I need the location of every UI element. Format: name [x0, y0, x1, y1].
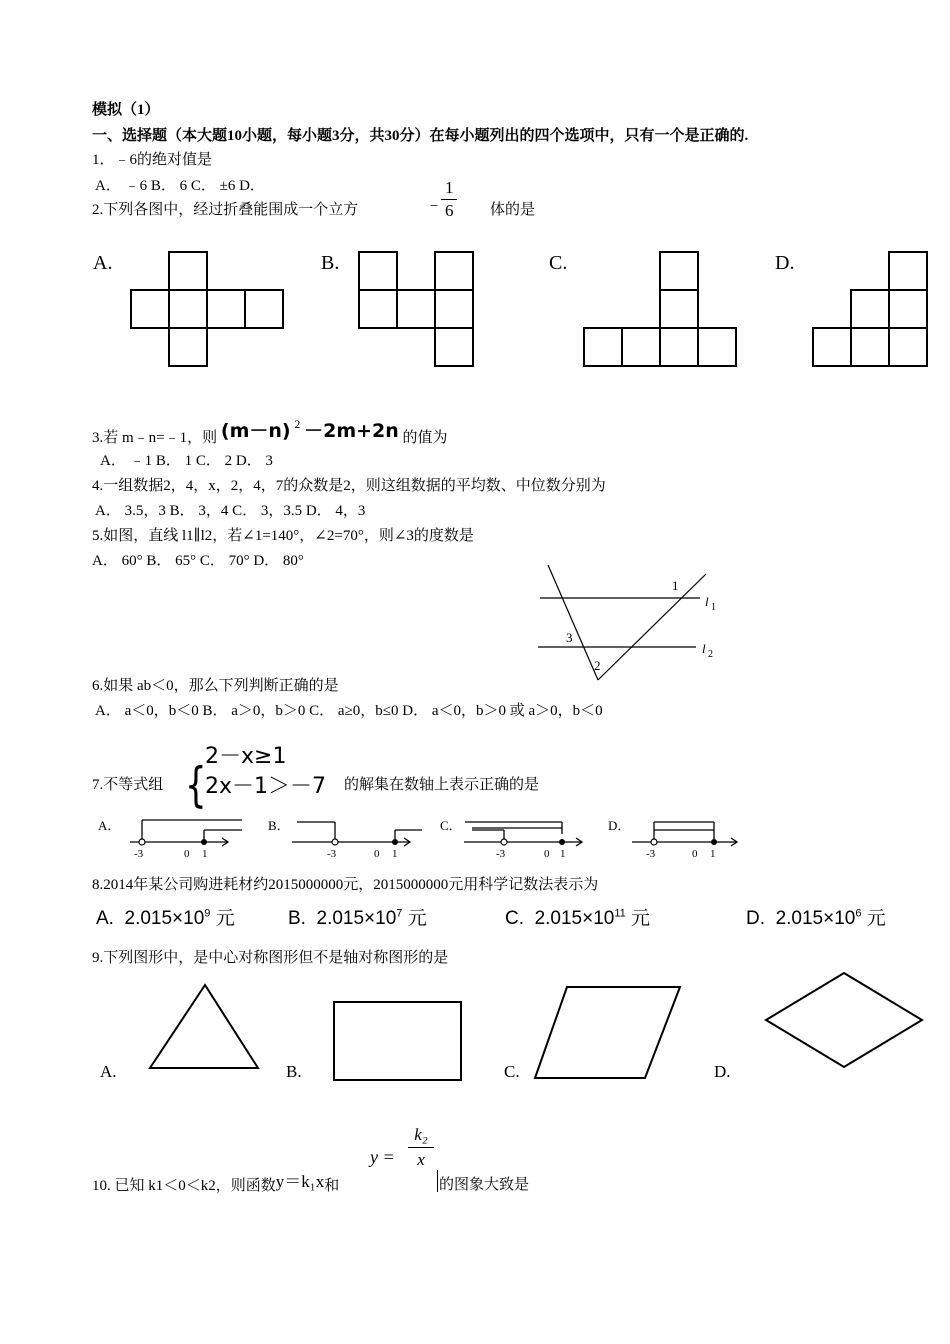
q9-triangle-shape [150, 985, 258, 1068]
section-heading: 一、选择题（本大题10小题，每小题3分，共30分）在每小题列出的四个选项中，只有一个是正确的. [92, 128, 749, 144]
q2-cube-nets-figure [85, 245, 945, 375]
q4-stem: 4.一组数据2，4，x，2，4，7的众数是2，则这组数据的平均数、中位数分别为 [92, 478, 606, 494]
q8-option-b-unit: 元 [407, 908, 427, 929]
q9-rhombus-shape [766, 973, 922, 1067]
q1-fraction [425, 178, 465, 222]
q8-option-a-mantissa: 2.015×10 [124, 908, 205, 929]
q7-axis-b [292, 822, 422, 846]
q7-tick-b-1: 1 [392, 848, 398, 860]
q7-axis-d [632, 822, 737, 846]
q3-options: A． ﹣1 B． 1 C． 2 D． 3 [100, 453, 273, 469]
q2-label-a: A. [93, 252, 113, 274]
q3-expr: (m－n) [220, 420, 291, 442]
q2-label-b: B. [321, 252, 340, 274]
q8-option-d-unit: 元 [866, 908, 886, 929]
q3-exp: 2 [294, 417, 301, 431]
q7-tick-b-0: 0 [374, 848, 380, 860]
q7-tick-a-neg3: -3 [134, 848, 144, 860]
q10-divider [437, 1170, 438, 1192]
q4-options: A． 3.5，3 B． 3，4 C． 3，3.5 D． 4，3 [95, 503, 366, 519]
q7-label-a: A． [98, 818, 121, 833]
q3-stem-pre: 3.若 m﹣n=﹣1，则 [92, 430, 218, 446]
q2-net-d [813, 252, 927, 366]
q7-ineq-2: 2x－1＞－7 [205, 774, 327, 799]
q8-option-c-mantissa: 2.015×10 [534, 908, 615, 929]
q5-parallel-lines-figure [530, 560, 730, 685]
q9-label-d: D. [714, 1062, 731, 1081]
q8-option-d-exp: 6 [855, 907, 862, 920]
q1-stem: 1．﹣6的绝对值是 [92, 152, 213, 168]
q5-label-l2: l [702, 641, 706, 656]
q8-option-b-mantissa: 2.015×10 [316, 908, 397, 929]
q7-stem-post: 的解集在数轴上表示正确的是 [344, 777, 540, 793]
q5-transversal-right [598, 574, 706, 680]
q10-stem-post: 的图象大致是 [439, 1177, 530, 1193]
q8-option-d [746, 903, 886, 930]
q2-net-c [584, 252, 736, 366]
q10-f1: y＝k₁x [275, 1172, 325, 1191]
q8-option-c-letter: C. [505, 908, 524, 929]
q7-tick-d-neg3: -3 [646, 848, 656, 860]
q5-angle-3: 3 [566, 630, 573, 645]
q8-option-a-exp: 9 [204, 907, 211, 920]
q7-tick-c-neg3: -3 [496, 848, 506, 860]
q8-option-b-letter: B. [288, 908, 306, 929]
q7-tick-b-neg3: -3 [327, 848, 337, 860]
q5-angle-2: 2 [594, 658, 601, 673]
q7-system [205, 742, 326, 802]
q9-label-a: A. [100, 1062, 117, 1081]
q7-tick-d-1: 1 [710, 848, 716, 860]
q8-option-c-unit: 元 [631, 908, 651, 929]
q5-label-l2-sub: 2 [708, 649, 713, 660]
q10-stem [92, 1172, 340, 1196]
q1-options: A． ﹣6 B． 6 C． ±6 D． [95, 178, 265, 194]
q7-tick-a-1: 1 [202, 848, 208, 860]
q2-net-a [131, 252, 283, 366]
q8-option-a-letter: A. [96, 908, 114, 929]
q1-frac-sign: ﹣ [425, 194, 443, 214]
q10-f2-bar [408, 1147, 434, 1148]
q5-options: A． 60° B． 65° C． 70° D． 80° [92, 553, 304, 569]
q2-label-d: D. [775, 252, 795, 274]
page-title: 模拟（1） [92, 102, 160, 118]
q8-option-a-unit: 元 [215, 908, 235, 929]
q7-brace: { [185, 757, 207, 814]
q7-tick-c-0: 0 [544, 848, 550, 860]
q8-option-c [505, 903, 650, 930]
q7-tick-c-1: 1 [560, 848, 566, 860]
q8-option-c-exp: 11 [614, 907, 626, 920]
q6-options: A． a＜0，b＜0 B． a＞0，b＞0 C． a≥0，b≤0 D． a＜0，b＞0 或 a＞0，b＜0 [95, 703, 603, 719]
q9-label-b: B. [286, 1062, 302, 1081]
q8-option-d-letter: D. [746, 908, 765, 929]
q7-stem-pre: 7.不等式组 [92, 777, 164, 793]
q2-net-b [359, 252, 473, 366]
q9-stem: 9.下列图形中，是中心对称图形但不是轴对称图形的是 [92, 950, 449, 966]
q8-stem: 8.2014年某公司购进耗材约2015000000元，2015000000元用科学记数法表示为 [92, 877, 599, 893]
q6-stem: 6.如果 ab＜0，那么下列判断正确的是 [92, 678, 339, 694]
q10-f2-fraction [408, 1125, 434, 1170]
q10-mid: 和 [324, 1178, 340, 1194]
q10-f2-den: x [417, 1150, 425, 1169]
q7-label-d: D． [608, 818, 631, 833]
q9-parallelogram-shape [535, 987, 680, 1078]
q3-expr2: －2m+2n [304, 420, 399, 442]
q1-frac-bar [441, 199, 457, 200]
q7-label-b: B． [268, 818, 290, 833]
q2-stem: 2.下列各图中，经过折叠能围成一个立方 [92, 202, 359, 218]
q8-option-a [96, 903, 235, 930]
q7-number-lines-figure [92, 812, 752, 862]
q5-label-l1: l [705, 594, 709, 609]
q5-label-l1-sub: 1 [711, 602, 716, 613]
q7-tick-a-0: 0 [184, 848, 190, 860]
q2-label-c: C. [549, 252, 568, 274]
q8-option-d-mantissa: 2.015×10 [775, 908, 856, 929]
q5-angle-1: 1 [672, 578, 679, 593]
q10-f2-y: y = [370, 1147, 395, 1167]
q5-stem: 5.如图，直线 l1∥l2，若∠1=140°，∠2=70°，则∠3的度数是 [92, 528, 474, 544]
q9-rectangle-shape [334, 1002, 461, 1080]
q1-frac-den: 6 [445, 201, 454, 220]
q2-stem-end: 体的是 [490, 202, 536, 218]
q5-transversal-left [548, 565, 598, 680]
q8-option-b [288, 903, 427, 930]
q7-ineq-1: 2－x≥1 [205, 744, 287, 769]
q7-label-c: C． [440, 818, 462, 833]
q10-stem-pre: 10. 已知 k1＜0＜k2，则函数 [92, 1178, 276, 1194]
q10-f2-num: k₂ [414, 1125, 428, 1144]
q9-shapes-figure [90, 965, 935, 1085]
q3-stem [92, 417, 448, 448]
q7-tick-d-0: 0 [692, 848, 698, 860]
q1-frac-num: 1 [445, 178, 454, 197]
q7-axis-a [130, 820, 242, 846]
q8-option-b-exp: 7 [396, 907, 403, 920]
q9-label-c: C. [504, 1062, 520, 1081]
q3-stem-post: 的值为 [402, 430, 448, 446]
